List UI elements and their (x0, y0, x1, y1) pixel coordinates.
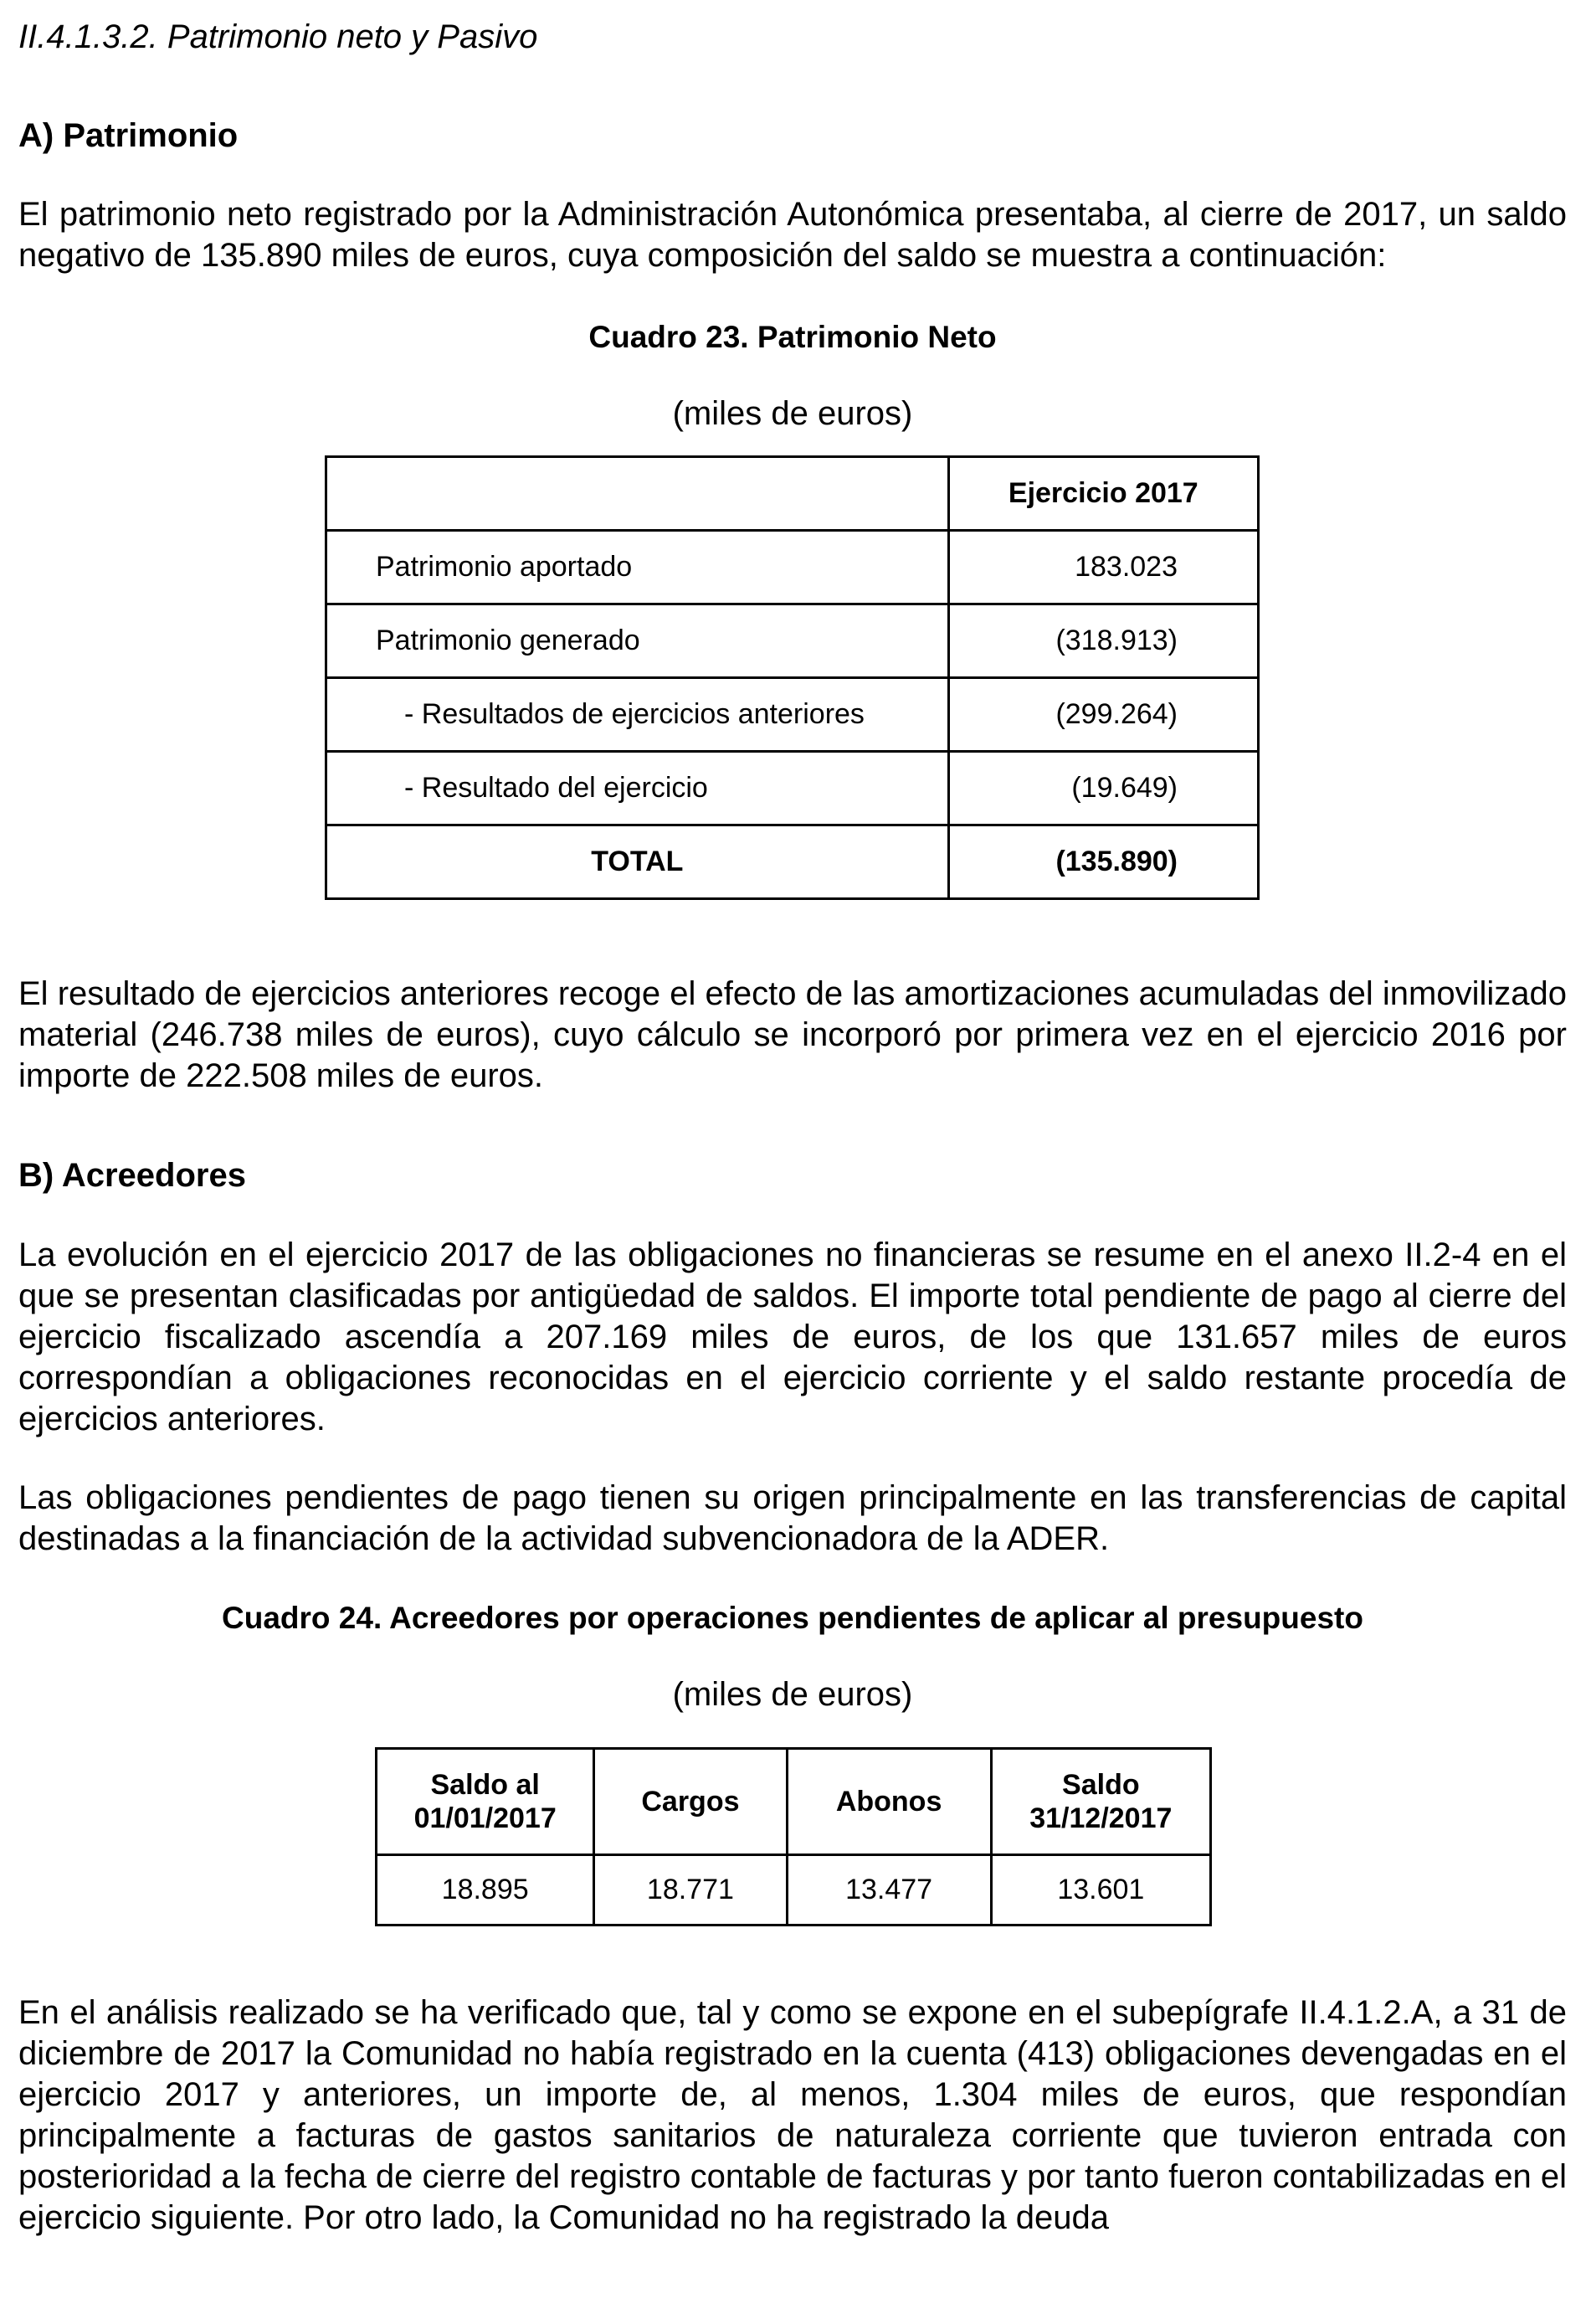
paragraph-acreedores-3: En el análisis realizado se ha verificado que, tal y como se expone en el subepígrafe II.4.1.2.A, a 31 de diciembre de 2017 la Comunidad no había registrado en la cuenta (413) obligaciones devengadas en el ejercicio 2017 y anteriores, un importe de, al menos, 1.304 miles de euros, que respondían principalmente a facturas de gastos sanitarios de naturaleza corriente que tuvieron entrada con posterioridad a la fecha de cierre del registro contable de facturas y por tanto fueron contabilizadas en el ejercicio siguiente. Por otro lado, la Comunidad no ha registrado la deuda (18, 1994, 1567, 2236)
header-saldo-final: Saldo 31/12/2017 (991, 1749, 1210, 1855)
table-24-units: (miles de euros) (672, 1676, 913, 1713)
paragraph-acreedores-1: La evolución en el ejercicio 2017 de las obligaciones no financieras se resume en el anexo II.2-4 en el que se presentan clasificadas por antigüedad de saldos. El importe total pendiente de pago al cierre del ejercicio fiscalizado ascendía a 207.169 miles de euros, de los que 131.657 miles de euros correspondían a obligaciones reconocidas en el ejercicio corriente y el saldo restante procedía de ejercicios anteriores. (18, 1237, 1567, 1437)
table-row (377, 1855, 1211, 1926)
table-23-units: (miles de euros) (672, 395, 913, 432)
row-value: (19.649) (948, 752, 1258, 825)
table-row (326, 752, 1259, 825)
row-value: 183.023 (948, 531, 1258, 604)
heading-acreedores: B) Acreedores (18, 1157, 246, 1194)
table-row (326, 604, 1259, 678)
table-header-row (326, 457, 1259, 531)
row-label: Patrimonio generado (326, 604, 949, 678)
paragraph-patrimonio-intro: El patrimonio neto registrado por la Administración Autonómica presentaba, al cierre de 2017, un saldo negativo de 135.890 miles de euros, cuya composición del saldo se muestra a continuación: (18, 196, 1567, 274)
table-row (326, 531, 1259, 604)
row-value: (299.264) (948, 678, 1258, 752)
row-label: Patrimonio aportado (326, 531, 949, 604)
table-23-caption: Cuadro 23. Patrimonio Neto (588, 320, 997, 354)
header-saldo-inicial: Saldo al 01/01/2017 (377, 1749, 594, 1855)
value-cargos: 18.771 (594, 1855, 787, 1926)
paragraph-acreedores-2: Las obligaciones pendientes de pago tienen su origen principalmente en las transferencias de capital destinadas a la financiación de la actividad subvencionadora de la ADER. (18, 1479, 1567, 1557)
heading-patrimonio: A) Patrimonio (18, 117, 239, 154)
value-saldo-final: 13.601 (991, 1855, 1210, 1926)
table-total-row (326, 825, 1259, 899)
total-value: (135.890) (948, 825, 1258, 899)
section-title: II.4.1.3.2. Patrimonio neto y Pasivo (18, 18, 538, 55)
value-saldo-inicial: 18.895 (377, 1855, 594, 1926)
total-label: TOTAL (326, 825, 949, 899)
row-label: - Resultados de ejercicios anteriores (326, 678, 949, 752)
table-row (326, 678, 1259, 752)
table-24-caption: Cuadro 24. Acreedores por operaciones pendientes de aplicar al presupuesto (222, 1601, 1363, 1635)
header-abonos: Abonos (787, 1749, 991, 1855)
table-header-cell: Ejercicio 2017 (948, 457, 1258, 531)
row-label: - Resultado del ejercicio (326, 752, 949, 825)
table-acreedores (375, 1747, 1212, 1926)
table-patrimonio-neto (325, 455, 1260, 900)
value-abonos: 13.477 (787, 1855, 991, 1926)
table-empty-header (326, 457, 949, 531)
row-value: (318.913) (948, 604, 1258, 678)
header-cargos: Cargos (594, 1749, 787, 1855)
table-header-row (377, 1749, 1211, 1855)
paragraph-resultado-anteriores: El resultado de ejercicios anteriores recoge el efecto de las amortizaciones acumuladas del inmovilizado material (246.738 miles de euros), cuyo cálculo se incorporó por primera vez en el ejercicio 2016 por importe de 222.508 miles de euros. (18, 975, 1567, 1094)
